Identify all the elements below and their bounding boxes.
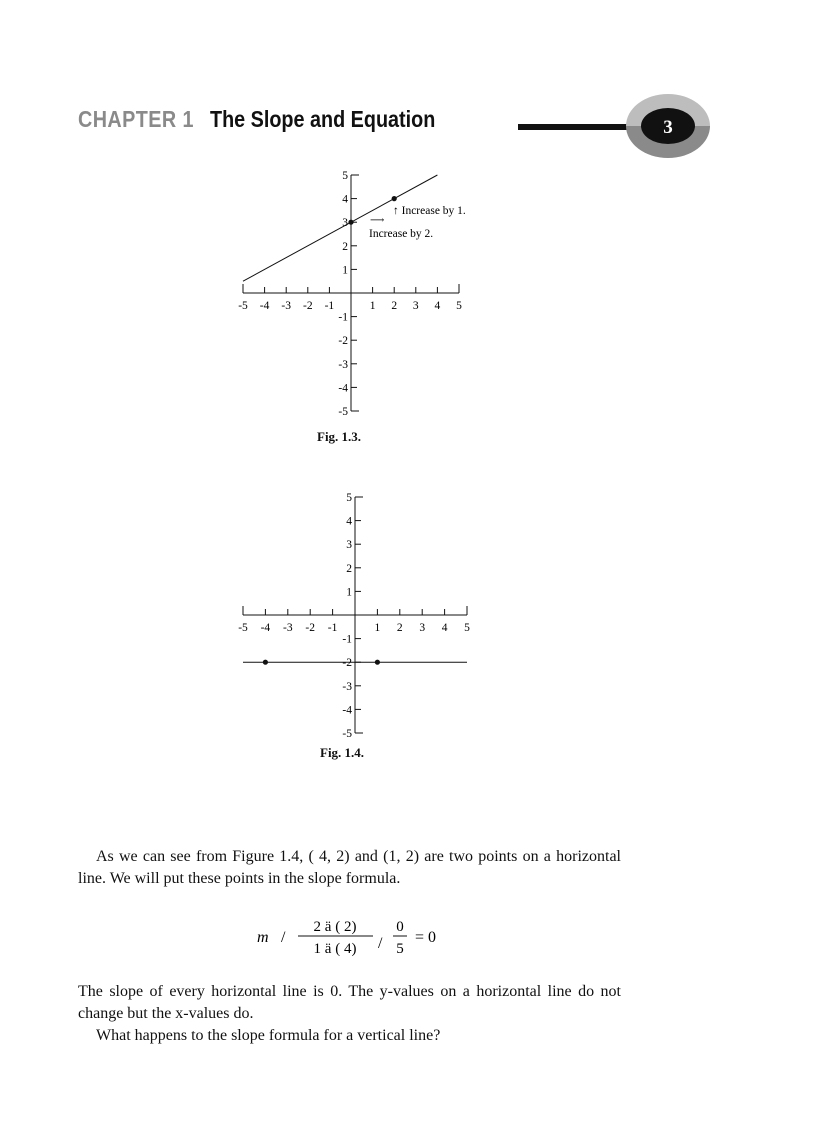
chapter-label: CHAPTER 1 [78,106,194,132]
x-tick-label: 3 [419,622,426,634]
y-tick-label: 5 [342,170,348,182]
x-tick-label: 5 [456,300,462,312]
y-tick-label: -1 [342,633,352,646]
x-tick-label: -1 [327,622,338,634]
chapter-title: The Slope and Equation [210,106,436,132]
eq-numerator: 2 ä ( 2) [313,919,357,935]
y-tick-label: 5 [346,492,352,504]
y-tick-label: 4 [342,193,348,206]
x-tick-label: -4 [260,622,271,634]
eq-equals-2: / [378,935,383,952]
y-tick-label: -1 [338,311,348,324]
x-tick-label: 4 [441,622,448,634]
page-header [78,104,738,138]
x-tick-label: -1 [324,300,335,312]
body-paragraph-2: The slope of every horizontal line is 0. The y-values on a horizontal line do not change but the x-values do. [78,983,621,1022]
x-tick-label: -5 [238,300,248,312]
x-tick-label: 1 [374,622,381,634]
y-tick-label: 2 [342,240,348,253]
y-tick-label: -2 [338,335,348,348]
x-tick-label: 4 [434,300,441,312]
y-tick-label: -3 [342,680,352,693]
body-paragraph-3: What happens to the slope formula for a vertical line? [96,1027,441,1044]
x-tick-label: -4 [259,300,270,312]
figure-1-4-graph [226,482,526,752]
x-tick-label: -3 [281,300,291,312]
data-point [375,660,380,665]
y-tick-label: -2 [342,657,352,670]
eq-equals-1: / [281,929,286,946]
annotation-increase-by-1: ↑ Increase by 1. [393,205,466,217]
y-tick-label: 1 [342,264,348,277]
page-number-badge [618,90,718,162]
y-tick-label: 4 [346,515,352,528]
x-tick-label: 3 [412,300,419,312]
y-tick-label: 3 [346,539,352,552]
page-number: 3 [663,117,673,138]
x-tick-label: -5 [238,622,248,634]
figure-1-3-caption: Fig. 1.3. [317,429,362,444]
x-tick-label: 2 [391,300,398,312]
eq-equals-zero: = 0 [415,929,437,946]
y-tick-label: -3 [338,358,348,371]
figure-1-4-caption: Fig. 1.4. [320,745,365,760]
eq-m: m [257,929,269,946]
x-tick-label: 1 [369,300,376,312]
y-tick-label: 2 [346,562,352,575]
y-tick-label: 1 [346,586,352,599]
data-point [348,220,353,225]
x-tick-label: -2 [305,622,315,634]
eq-frac-numerator: 0 [396,919,404,935]
x-tick-label: 5 [464,622,470,634]
x-tick-label: 2 [396,622,403,634]
annotation-right-arrow: ⟶ [370,215,385,226]
y-tick-label: -5 [342,728,352,740]
eq-frac-denominator: 5 [396,941,404,957]
x-tick-label: -2 [303,300,313,312]
y-tick-label: -5 [338,406,348,418]
x-tick-label: -3 [283,622,293,634]
y-tick-label: 3 [342,217,348,230]
annotation-increase-by-2: Increase by 2. [369,228,434,240]
slope-equation [255,912,455,962]
eq-denominator: 1 ä ( 4) [313,941,357,957]
data-point [263,660,268,665]
y-tick-label: -4 [342,704,352,717]
y-tick-label: -4 [338,382,348,395]
body-paragraph-1: As we can see from Figure 1.4, ( 4, 2) and (1, 2) are two points on a horizontal line. We will put these points in the slope formula. [78,848,621,887]
figure-1-3-graph [220,160,520,430]
data-point [392,196,397,201]
